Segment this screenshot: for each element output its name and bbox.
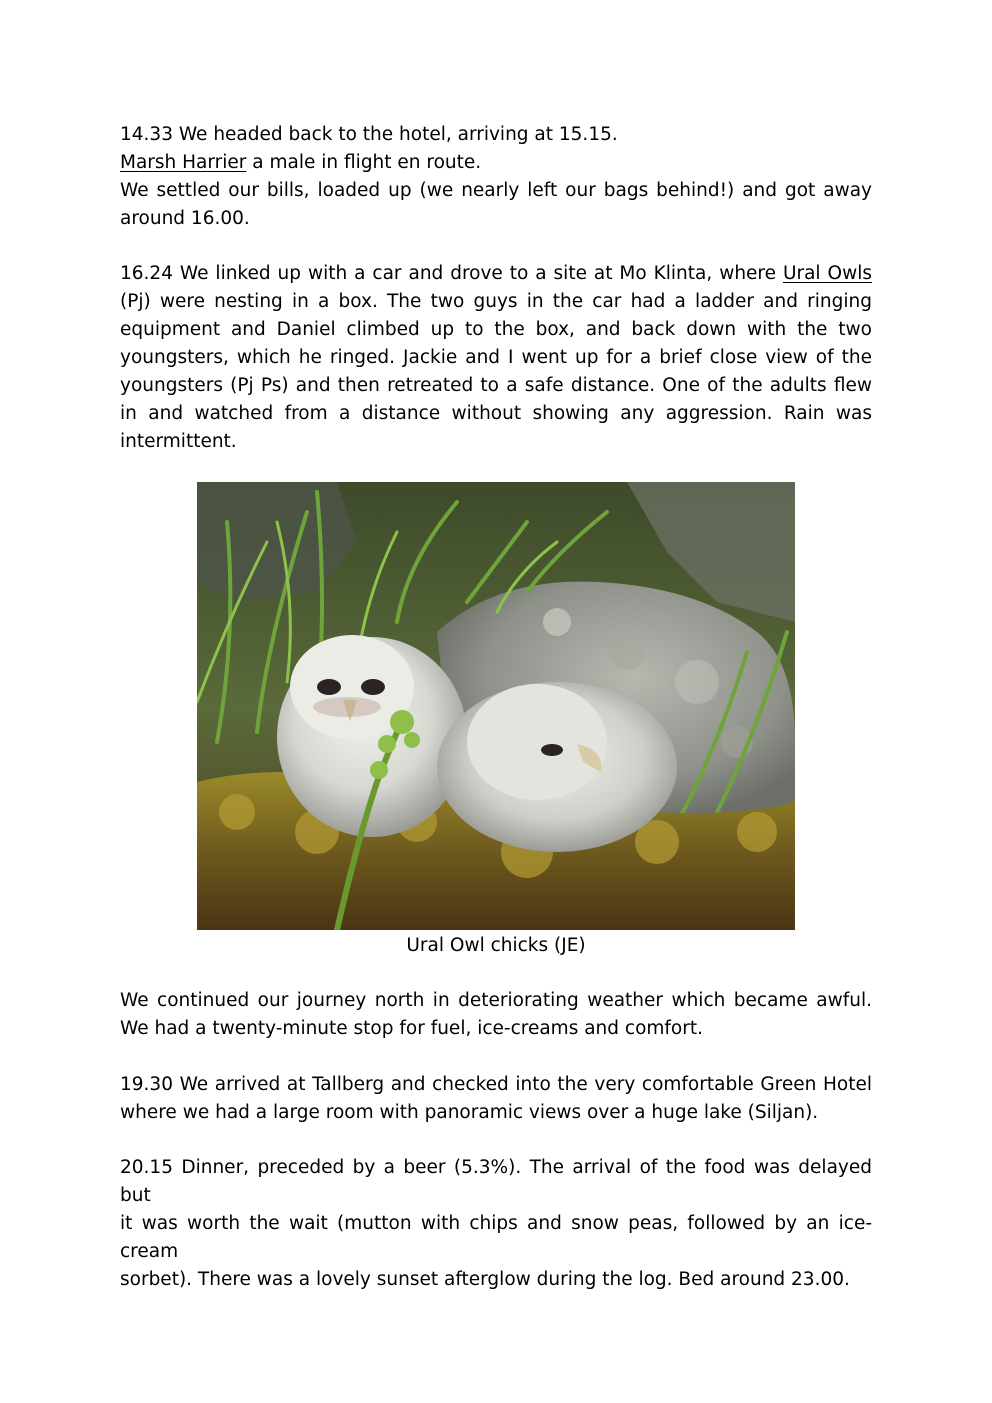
species-ural-owls: Ural Owls (782, 263, 872, 284)
text-line: where we had a large room with panoramic views over a huge lake (Siljan). (120, 1102, 819, 1123)
text-line: We settled our bills, loaded up (we nearly left our bags behind!) and got away (120, 180, 872, 201)
photo-illustration (197, 482, 795, 930)
text-fragment: a male in flight en route. (246, 152, 482, 173)
species-marsh-harrier: Marsh Harrier (120, 152, 247, 173)
text-line (120, 149, 872, 177)
text-line (120, 260, 872, 288)
text-line: (Pj) were nesting in a box. The two guys in the car had a ladder and ringing (120, 291, 872, 312)
paragraph-ural-owls (120, 260, 872, 456)
ural-owl-chicks-photo (197, 482, 795, 930)
text-line: youngsters, which he ringed. Jackie and I went up for a brief close view of the (120, 347, 872, 368)
text-fragment: 16.24 We linked up with a car and drove to a site at Mo Klinta, where (120, 263, 783, 284)
text-line: sorbet). There was a lovely sunset afterglow during the log. Bed around 23.00. (120, 1269, 850, 1290)
text-line: We had a twenty-minute stop for fuel, ice-creams and comfort. (120, 1018, 703, 1039)
text-line: intermittent. (120, 431, 237, 452)
paragraph-hotel-return (120, 121, 872, 233)
photo-caption: Ural Owl chicks (JE) (406, 935, 586, 956)
text-line: in and watched from a distance without showing any aggression. Rain was (120, 403, 872, 424)
text-line: youngsters (Pj Ps) and then retreated to a safe distance. One of the adults flew (120, 375, 872, 396)
text-line: it was worth the wait (mutton with chips and snow peas, followed by an ice-cream (120, 1213, 872, 1262)
text-line: We continued our journey north in deteriorating weather which became awful. (120, 990, 872, 1011)
paragraph-journey-north (120, 987, 872, 1043)
text-line: 20.15 Dinner, preceded by a beer (5.3%). The arrival of the food was delayed but (120, 1157, 872, 1206)
paragraph-dinner (120, 1154, 872, 1294)
paragraph-tallberg (120, 1071, 872, 1127)
text-line: 19.30 We arrived at Tallberg and checked into the very comfortable Green Hotel (120, 1074, 872, 1095)
text-line: 14.33 We headed back to the hotel, arriving at 15.15. (120, 124, 618, 145)
text-line: equipment and Daniel climbed up to the box, and back down with the two (120, 319, 872, 340)
text-line: around 16.00. (120, 208, 250, 229)
